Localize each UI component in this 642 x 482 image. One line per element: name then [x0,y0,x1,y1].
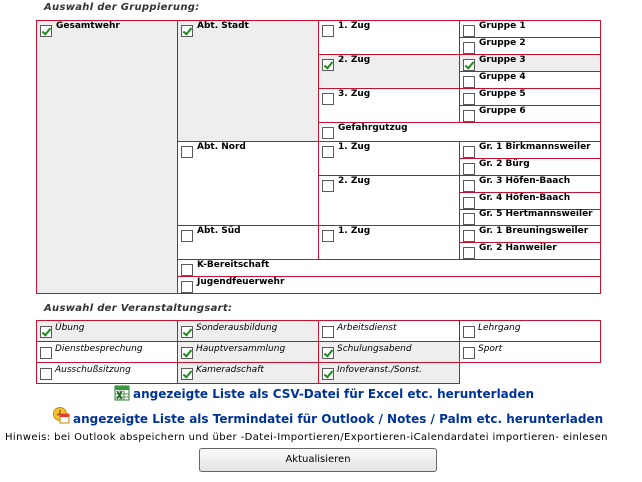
grid-cell-abt-stadt [177,20,319,142]
nord-gr4-checkbox[interactable] [463,197,475,209]
grouping-section-title: Auswahl der Gruppierung: [44,2,200,13]
gruppe1-label: Gruppe 1 [479,21,526,31]
grid-cell-abt-nord [177,141,319,226]
sonderausbildung-label: Sonderausbildung [196,323,278,333]
schulungsabend-checkbox[interactable] [322,347,334,359]
nord-zug1-label: 1. Zug [338,142,371,152]
sued-gr2-checkbox[interactable] [463,247,475,259]
grid-cell-gesamtwehr [36,20,178,294]
gruppe3-label: Gruppe 3 [479,55,526,65]
abt-stadt-checkbox[interactable] [181,25,193,37]
nord-gr5-checkbox[interactable] [463,213,475,225]
nord-gr1-checkbox[interactable] [463,146,475,158]
k-bereitschaft-label: K-Bereitschaft [197,260,270,270]
nord-gr4-label: Gr. 4 Höfen-Baach [479,193,571,203]
lehrgang-checkbox[interactable] [463,326,475,338]
stadt-zug2-label: 2. Zug [338,55,371,65]
sued-gr2-label: Gr. 2 Hanweiler [479,243,557,253]
sport-checkbox[interactable] [463,347,475,359]
refresh-button[interactable]: Aktualisieren [199,448,437,472]
kameradschaft-checkbox[interactable] [181,368,193,380]
abt-sued-checkbox[interactable] [181,230,193,242]
sued-zug1-checkbox[interactable] [322,230,334,242]
infoveranst-label: Infoveranst./Sonst. [337,365,422,375]
gruppe2-label: Gruppe 2 [479,38,526,48]
sued-gr1-label: Gr. 1 Breuningsweiler [479,226,589,236]
sued-gr1-checkbox[interactable] [463,230,475,242]
nord-gr3-label: Gr. 3 Höfen-Baach [479,176,571,186]
gefahrgutzug-checkbox[interactable] [322,127,334,139]
sport-label: Sport [478,344,503,354]
nord-gr1-label: Gr. 1 Birkmannsweiler [479,142,591,152]
hauptversammlung-label: Hauptversammlung [196,344,286,354]
gruppe6-label: Gruppe 6 [479,106,526,116]
uebung-checkbox[interactable] [40,326,52,338]
gefahrgutzug-label: Gefahrgutzug [338,123,408,133]
arbeitsdienst-checkbox[interactable] [322,326,334,338]
arbeitsdienst-label: Arbeitsdienst [337,323,397,333]
stadt-zug2-checkbox[interactable] [322,59,334,71]
gruppe5-label: Gruppe 5 [479,89,526,99]
gesamtwehr-label: Gesamtwehr [56,21,120,31]
import-hint-text: Hinweis: bei Outlook abspeichern und über -Datei-Importieren/Exportieren-iCalendardatei importieren- einlesen [5,432,608,443]
ausschusssitzung-label: Ausschußsitzung [55,365,131,375]
nord-zug2-checkbox[interactable] [322,180,334,192]
sonderausbildung-checkbox[interactable] [181,326,193,338]
hauptversammlung-checkbox[interactable] [181,347,193,359]
excel-icon[interactable] [114,385,130,401]
nord-gr5-label: Gr. 5 Hertmannsweiler [479,209,593,219]
infoveranst-checkbox[interactable] [322,368,334,380]
nord-zug1-checkbox[interactable] [322,146,334,158]
lehrgang-label: Lehrgang [478,323,521,333]
k-bereitschaft-checkbox[interactable] [181,264,193,276]
calendar-icon[interactable] [52,406,70,424]
stadt-zug1-checkbox[interactable] [322,25,334,37]
nord-zug2-label: 2. Zug [338,176,371,186]
gruppe3-checkbox[interactable] [463,59,475,71]
abt-sued-label: Abt. Süd [197,226,241,236]
event-type-section-title: Auswahl der Veranstaltungsart: [44,303,233,314]
gesamtwehr-checkbox[interactable] [40,25,52,37]
ical-download-link[interactable]: angezeigte Liste als Termindatei für Outlook / Notes / Palm etc. herunterladen [73,412,604,426]
gruppe2-checkbox[interactable] [463,42,475,54]
gruppe1-checkbox[interactable] [463,25,475,37]
stadt-zug3-checkbox[interactable] [322,93,334,105]
abt-nord-label: Abt. Nord [197,142,246,152]
sued-zug1-label: 1. Zug [338,226,371,236]
nord-gr2-label: Gr. 2 Bürg [479,159,530,169]
jugendfeuerwehr-checkbox[interactable] [181,281,193,293]
ausschusssitzung-checkbox[interactable] [40,368,52,380]
jugendfeuerwehr-label: Jugendfeuerwehr [197,277,285,287]
stadt-zug1-label: 1. Zug [338,21,371,31]
uebung-label: Übung [55,323,85,333]
nord-gr3-checkbox[interactable] [463,180,475,192]
stadt-zug3-label: 3. Zug [338,89,371,99]
kameradschaft-label: Kameradschaft [196,365,264,375]
nord-gr2-checkbox[interactable] [463,163,475,175]
dienstbesprechung-checkbox[interactable] [40,347,52,359]
gruppe4-checkbox[interactable] [463,76,475,88]
dienstbesprechung-label: Dienstbesprechung [55,344,143,354]
gruppe6-checkbox[interactable] [463,110,475,122]
gruppe4-label: Gruppe 4 [479,72,526,82]
abt-nord-checkbox[interactable] [181,146,193,158]
gruppe5-checkbox[interactable] [463,93,475,105]
csv-download-link[interactable]: angezeigte Liste als CSV-Datei für Excel etc. herunterladen [133,387,535,401]
schulungsabend-label: Schulungsabend [337,344,412,354]
abt-stadt-label: Abt. Stadt [197,21,249,31]
